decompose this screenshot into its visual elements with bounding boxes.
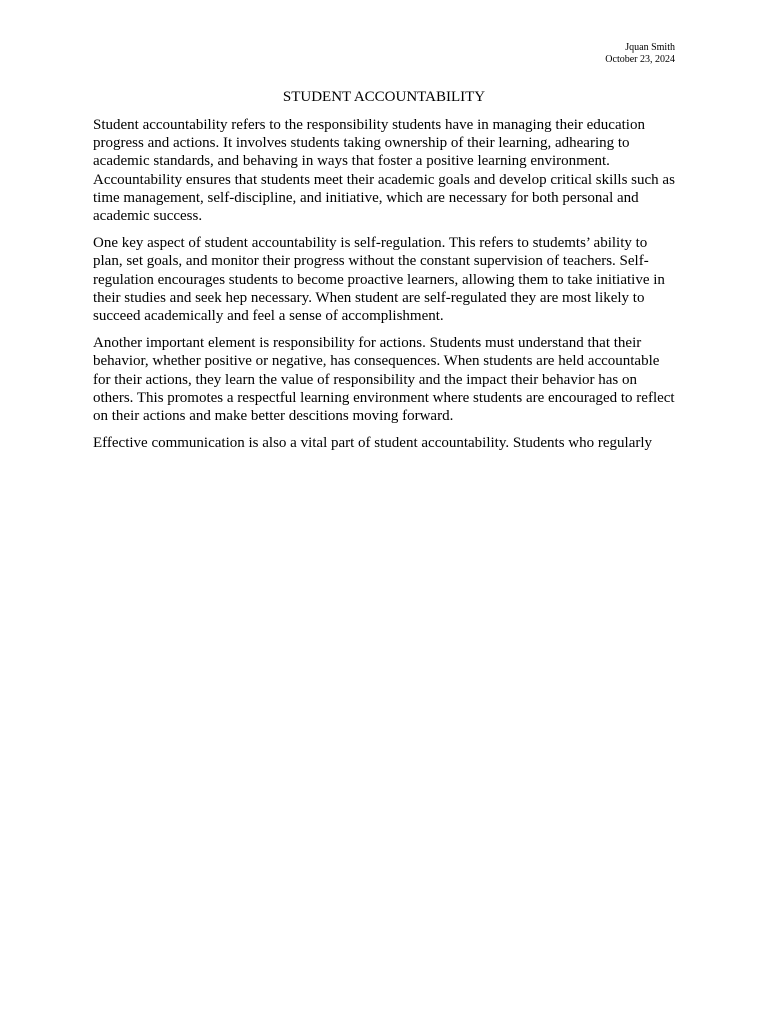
paragraph-1: Student accountability refers to the responsibility students have in managing their education progress and actions. It involves students taking ownership of their learning, adhearing to academic standards, and behaving in ways that foster a positive learning environment. Accountability ensures that students meet their academic goals and develop critical skills such as time management, self-discipline, and initiative, which are necessary for both personal and academic success. [93,117,675,225]
paragraph-2: One key aspect of student accountability is self-regulation. This refers to studemts’ ability to plan, set goals, and monitor their progress without the constant supervision of teachers. Self-regulation encourages students to become proactive learners, allowing them to take initiative in their studies and seek hep necessary. When student are self-regulated they are most likely to succeed academically and feel a sense of accomplishment. [93,235,665,325]
author-name: Jquan Smith [625,42,675,53]
paragraph-4: Effective communication is also a vital part of student accountability. Students who regularly [93,435,653,452]
document-title: STUDENT ACCOUNTABILITY [282,89,486,105]
document-header [605,42,675,66]
document-date: October 23, 2024 [605,54,675,65]
paragraph-3: Another important element is responsibility for actions. Students must understand that their behavior, whether positive or negative, has consequences. When students are held accountable for their actions, they learn the value of responsibility and the impact their behavior has on others. This promotes a respectful learning environment where students are encouraged to reflect on their actions and make better descitions moving forward. [93,335,675,425]
document-body [93,116,677,461]
